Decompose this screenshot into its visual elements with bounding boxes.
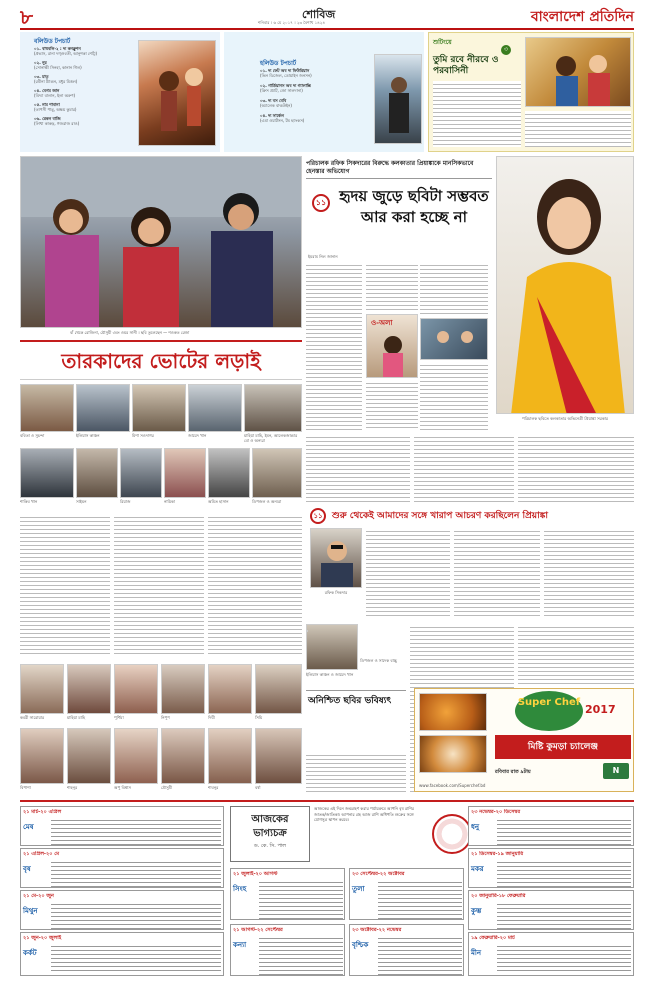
- priyanka-story-headline: শুরু থেকেই আমাদের সঙ্গে খারাপ আচরণ করছিলেন প্রিয়াঙ্কা: [332, 511, 548, 521]
- portrait-caption: বিপাশা: [20, 785, 31, 790]
- portrait-caption: সাইমন: [76, 499, 87, 504]
- portrait-photo: [255, 664, 302, 714]
- sign-card: ২১ ডিসেম্বর-১৯ জানুয়ারি মকর: [468, 848, 634, 888]
- chart-item: ০৬. রেকন বাজি (লিখা কাকড়, গজরাজ রাও): [34, 116, 80, 126]
- election-group-photo: [20, 156, 302, 328]
- page-number: ৮: [20, 5, 33, 29]
- portrait-caption: জায়েদ খান: [188, 433, 207, 438]
- sign-name: কর্কট: [23, 949, 37, 957]
- ad-title-box: [495, 735, 631, 759]
- masthead: [20, 6, 634, 30]
- election-headline: তারকাদের ভোটের লড়াই: [61, 349, 261, 373]
- portrait-photo: [67, 728, 111, 784]
- ad-brand-badge: [515, 691, 583, 731]
- zodiac-wheel-icon: [432, 814, 472, 854]
- lead-continuation-1: [306, 434, 410, 502]
- horoscope-author: ড. কে. সি. পাল: [253, 843, 287, 849]
- bollywood-list: [34, 46, 134, 126]
- portrait-caption: দিঘী: [208, 715, 215, 720]
- chart-item: ০২. নূর (সোনাক্ষী সিনহা, কানান গিল): [34, 60, 82, 70]
- bahubali-poster: [138, 40, 216, 146]
- dipjol-photo: [306, 630, 308, 632]
- bollywood-label: বলিউড টপচার্ট: [34, 38, 71, 45]
- chart-item: ০১. বাহুবলি-২ : দ্য কনক্লুশন (প্রভাস, রানা দগ্গুবতী, আনুশকা শেট্টি): [34, 46, 98, 56]
- portrait-photo: [208, 728, 252, 784]
- election-body-col2: [114, 514, 204, 656]
- shooting-text: [433, 81, 521, 147]
- portrait-caption: শাবনূর: [208, 785, 219, 790]
- lead-headline: হৃদয় জুড়ে ছবিটা সম্ভবত আর করা হচ্ছে না: [339, 187, 489, 226]
- shooting-text-right: [525, 111, 631, 147]
- portrait-caption: মিশা সওদাগর: [132, 433, 154, 438]
- sign-text: [378, 935, 462, 975]
- portrait-caption: মাহিয়া মাহি, ইমন, আলেকজান্ডার বো ও অন্যরা: [244, 433, 298, 443]
- portrait-caption: অপু বিশ্বাস: [114, 785, 131, 790]
- chart-item: ০৪. বেগম জান (বিদ্যা বালান, ইলা অরুণ): [34, 88, 76, 98]
- sign-card: ২১ আগস্ট-২২ সেপ্টেম্বর কন্যা: [230, 924, 345, 976]
- horoscope-title: আজকের ভাগ্যচক্র: [251, 814, 289, 839]
- ad-brand: Super Chef: [517, 697, 581, 708]
- sign-text: [497, 817, 631, 845]
- priyanka-story-col2: [454, 528, 540, 618]
- lead-kicker: পরিচালক রফিক সিকদারের বিরুদ্ধে কলকাতার প্রিয়াঙ্কাকে মানসিকভাবে হেনস্তার অভিযোগ: [306, 160, 492, 179]
- top-strip: [20, 32, 634, 152]
- ad-food-photo-1: [419, 693, 487, 731]
- sign-text: [259, 935, 343, 975]
- sign-name: সিংহ: [233, 885, 247, 893]
- sign-name: কন্যা: [233, 941, 247, 949]
- portrait-photo: [120, 448, 162, 498]
- portrait-caption: নায়িকা: [164, 499, 176, 504]
- portrait-photo: [188, 384, 242, 432]
- chart-item: ০১. দ্য ফেট অব দ্য ফিউরিয়াস (ভিন ডিজেল, ডোয়াইন জনসন): [260, 68, 312, 78]
- portrait-caption: মাহিয়া মাহি: [67, 715, 86, 720]
- furious-poster: [374, 54, 422, 144]
- horoscope-title-box: [230, 806, 310, 862]
- lead-continuation-2: [414, 434, 514, 502]
- portrait-caption: রিয়াজ: [120, 499, 131, 504]
- uncertain-body: [306, 752, 406, 792]
- sign-name: বৃষ: [23, 865, 31, 873]
- portrait-caption: শাহনূর: [67, 785, 78, 790]
- inset-caption: ইলিয়াস কাঞ্চন ও জায়েদ খান: [306, 672, 354, 677]
- lead-small-photo: [420, 318, 488, 360]
- portrait-caption: সিমি: [255, 715, 263, 720]
- portrait-photo: [114, 728, 158, 784]
- portrait-photo: [161, 728, 205, 784]
- lead-body-col2b: [366, 380, 418, 430]
- sign-text: [497, 859, 631, 887]
- priyanka-caption: পরিচালক ছবিতে কলকাতার অভিনেত্রী প্রিয়াঙ্কা সরকার: [522, 416, 608, 421]
- lead-body-col1: [306, 262, 362, 430]
- sign-name: মীন: [471, 949, 482, 957]
- portrait-caption: ডিপজল ও অন্যরা: [252, 499, 282, 504]
- priyanka-story: [306, 506, 634, 620]
- horoscope-header: [230, 806, 424, 864]
- portrait-caption: মৌসুমী: [161, 785, 172, 790]
- sign-card: ২৩ নভেম্বর-২০ ডিসেম্বর ধনু: [468, 806, 634, 846]
- portrait-photo: [67, 664, 111, 714]
- sign-name: বৃশ্চিক: [352, 941, 369, 949]
- election-headline-box: [20, 340, 302, 380]
- portrait-photo: [20, 728, 64, 784]
- newspaper-name: বাংলাদেশ প্রতিদিন: [530, 9, 634, 25]
- horoscope-section: [20, 800, 634, 978]
- sign-text: [259, 879, 343, 919]
- signs-right: [468, 806, 634, 976]
- portrait-caption: কবরী সারোয়ার: [20, 715, 45, 720]
- rafiq-sikdar-photo: [310, 528, 362, 588]
- sign-text: [51, 943, 221, 973]
- superchef-ad[interactable]: [414, 688, 634, 792]
- portraits-row-2: [20, 448, 302, 508]
- priyanka-story-col3: [544, 528, 634, 618]
- middle-photo-1: [306, 624, 358, 670]
- sign-card: ২১ জুলাই-২০ আগস্ট সিংহ: [230, 868, 345, 920]
- uncertain-headline: অনিশ্চিত ছবির ভবিষ্যৎ: [308, 696, 392, 706]
- hollywood-label: হলিউড টপচার্ট: [260, 60, 297, 67]
- sign-name: মিথুন: [23, 907, 38, 915]
- sign-text: [497, 943, 631, 973]
- portrait-photo: [164, 448, 206, 498]
- sign-name: ধনু: [471, 823, 480, 831]
- sign-card: ২১ মার্চ-২০ এপ্রিল মেষ: [20, 806, 224, 846]
- ad-year: 2017: [585, 703, 616, 716]
- portrait-photo: [255, 728, 302, 784]
- uncertain-box: [306, 690, 406, 748]
- portrait-photo: [208, 664, 252, 714]
- portrait-caption: পূর্ণিমা: [114, 715, 124, 720]
- portrait-caption: শাকিব খান: [20, 499, 38, 504]
- chart-item: ০৪. দ্য সার্কেল (এমা ওয়াটসন, টম হ্যাংকস): [260, 113, 305, 123]
- rafiq-sikdar-name: রফিক সিকদার: [324, 590, 348, 595]
- sign-text: [51, 859, 221, 887]
- section-title: শোবিজ: [302, 8, 336, 21]
- priyanka-story-col1: [366, 528, 450, 618]
- portrait-photo: [252, 448, 302, 498]
- sign-card: ২৩ সেপ্টেম্বর-২২ অক্টোবর তুলা: [349, 868, 464, 920]
- ad-footer: রবিবার রাত ৯টায়: [495, 769, 531, 775]
- sign-text: [497, 901, 631, 929]
- portrait-photo: [20, 384, 74, 432]
- portrait-photo: [208, 448, 250, 498]
- portrait-photo: [76, 448, 118, 498]
- ad-title: মিষ্টি কুমড়া চ্যালেঞ্জ: [527, 742, 599, 752]
- hollywood-chart: [224, 32, 424, 152]
- sign-name: মকর: [471, 865, 484, 873]
- chart-item: ০৫. নাম শাবানা (তাপসী পান্নু, অক্ষয় কুমার): [34, 102, 77, 112]
- lead-number: ১১: [312, 194, 330, 212]
- portrait-photo: [244, 384, 302, 432]
- hollywood-list: [260, 68, 372, 123]
- portrait-caption: নিপুণ: [161, 715, 170, 720]
- sign-card: ২৩ অক্টোবর-২২ নভেম্বর বৃশ্চিক: [349, 924, 464, 976]
- ad-url[interactable]: www.facebook.com/Superchef.bd: [419, 783, 486, 788]
- portrait-caption: ববিতা ও সুচন্দা: [20, 433, 45, 438]
- election-body-col1: [20, 514, 110, 656]
- shooting-number: ৩: [501, 45, 511, 55]
- ad-food-photo-2: [419, 735, 487, 773]
- election-body-col3: [208, 514, 302, 656]
- shooting-headline: তুমি রবে নীরবে ও পরবাসিনী: [433, 55, 499, 76]
- sign-name: তুলা: [352, 885, 365, 893]
- portraits-bottom: [20, 664, 302, 792]
- priyanka-story-number: ১১: [310, 508, 326, 524]
- lead-body-col3b: [420, 362, 488, 430]
- chart-item: ০৩. দ্য বস বেবি (অ্যালেক বাল্ডউইন): [260, 98, 292, 108]
- portrait-photo: [132, 384, 186, 432]
- ad-channel-logo: N: [603, 763, 629, 779]
- lead-byline: ইমরাম নিল জানান: [308, 254, 338, 259]
- lead-box-label: ও-অলা: [371, 319, 393, 327]
- horoscope-intro: আজকের এই দিনে জন্মগ্রহণ করার পর্যায়ক্রমে আপনি বৃষ রাশির জাতক/জাতিকা। আপনার গ্রহ আজ রাশি অধিপতি শুক্রের সঙ্গে যোগসূত্র স্থাপন করবে।: [314, 806, 414, 822]
- bollywood-chart: [20, 32, 220, 152]
- signs-left: [20, 806, 224, 976]
- sign-card: ১৯ ফেব্রুয়ারি-২০ মার্চ মীন: [468, 932, 634, 976]
- sign-text: [51, 901, 221, 929]
- portrait-photo: [20, 664, 64, 714]
- lead-body-col2: [366, 262, 418, 312]
- group-photo-caption: বাঁ থেকে রোজিনা, মৌসুমী এবং ওমর সানী । ছবি তুলেছেন — শওকত রেজা: [70, 330, 190, 335]
- shooting-label: শুটিংয়ে: [433, 39, 452, 46]
- signs-mid: [230, 868, 464, 976]
- portrait-caption: ইলিয়াস কাঞ্চন: [76, 433, 100, 438]
- portrait-caption: বর্ষা: [255, 785, 261, 790]
- lead-body-col3: [420, 262, 488, 316]
- portrait-caption: অমিত হাসান: [208, 499, 229, 504]
- priyanka-portrait: [496, 156, 634, 414]
- portrait-photo: [114, 664, 158, 714]
- sign-text: [51, 817, 221, 845]
- lead-continuation-3: [518, 434, 634, 502]
- date-line: শনিবার । ৬ মে ২০১৭ । ২৩ বৈশাখ ১৪২৪: [258, 20, 325, 25]
- portrait-photo: [161, 664, 205, 714]
- shooting-photo: [525, 37, 631, 107]
- chart-item: ০৩. মাতৃ (রবীনা ট্যান্ডন, মধুর মিত্তল): [34, 74, 78, 84]
- sign-card: ২১ এপ্রিল-২০ মে বৃষ: [20, 848, 224, 888]
- portraits-row-1: [20, 384, 302, 442]
- sign-card: ২১ মে-২০ জুন মিথুন: [20, 890, 224, 930]
- chart-item: ০২. গার্ডিয়ানস অব দ্য গ্যালাক্সি (ক্রিস প্র্যাট, জো সালদানা): [260, 83, 311, 93]
- uncertain-small-caption: ডিপজল ও সাদেক বাচ্চু: [360, 658, 398, 663]
- sign-card: ২১ জুন-২০ জুলাই কর্কট: [20, 932, 224, 976]
- shooting-box: [428, 32, 634, 152]
- sign-text: [378, 879, 462, 919]
- portrait-photo: [76, 384, 130, 432]
- sign-name: কুম্ভ: [471, 907, 482, 915]
- lead-inset-photo: [366, 314, 418, 378]
- portrait-photo: [20, 448, 74, 498]
- sign-name: মেষ: [23, 823, 34, 831]
- uncertain-body-3: [518, 624, 634, 684]
- sign-card: ২০ জানুয়ারি-১৮ ফেব্রুয়ারি কুম্ভ: [468, 890, 634, 930]
